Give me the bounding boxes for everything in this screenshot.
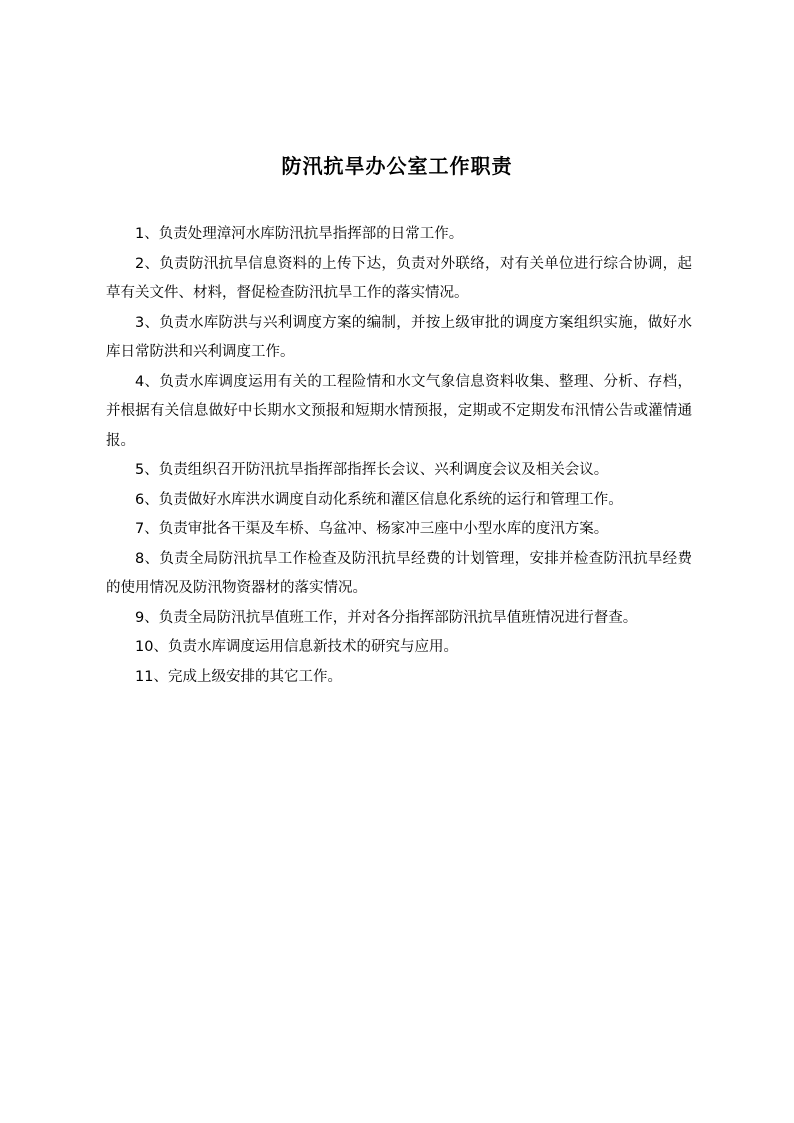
duty-item-10: 10、负责水库调度运用信息新技术的研究与应用。 [135,639,458,655]
document-body [106,220,692,692]
duty-item-8: 8、负责全局防汛抗旱工作检查及防汛抗旱经费的计划管理，安排并检查防汛抗旱经费的使用情况及防汛物资器材的落实情况。 [106,550,692,596]
duty-item-4: 4、负责水库调度运用有关的工程险情和水文气象信息资料收集、整理、分析、存档，并根据有关信息做好中长期水文预报和短期水情预报，定期或不定期发布汛情公告或灌情通报。 [106,373,692,449]
duty-item-7: 7、负责审批各干渠及车桥、乌盆冲、杨家冲三座中小型水库的度汛方案。 [135,521,609,537]
duty-item-1: 1、负责处理漳河水库防汛抗旱指挥部的日常工作。 [135,226,464,242]
duty-item-9: 9、负责全局防汛抗旱值班工作，并对各分指挥部防汛抗旱值班情况进行督查。 [135,609,638,626]
duty-item-11: 11、完成上级安排的其它工作。 [135,668,342,685]
duty-item-6: 6、负责做好水库洪水调度自动化系统和灌区信息化系统的运行和管理工作。 [135,491,623,508]
document-title: 防汛抗旱办公室工作职责 [281,154,513,178]
duty-item-2: 2、负责防汛抗旱信息资料的上传下达，负责对外联络，对有关单位进行综合协调，起草有关文件、材料，督促检查防汛抗旱工作的落实情况。 [106,255,692,301]
duty-item-5: 5、负责组织召开防汛抗旱指挥部指挥长会议、兴利调度会议及相关会议。 [135,462,609,478]
duty-item-3: 3、负责水库防洪与兴利调度方案的编制，并按上级审批的调度方案组织实施，做好水库日常防洪和兴利调度工作。 [106,314,692,360]
